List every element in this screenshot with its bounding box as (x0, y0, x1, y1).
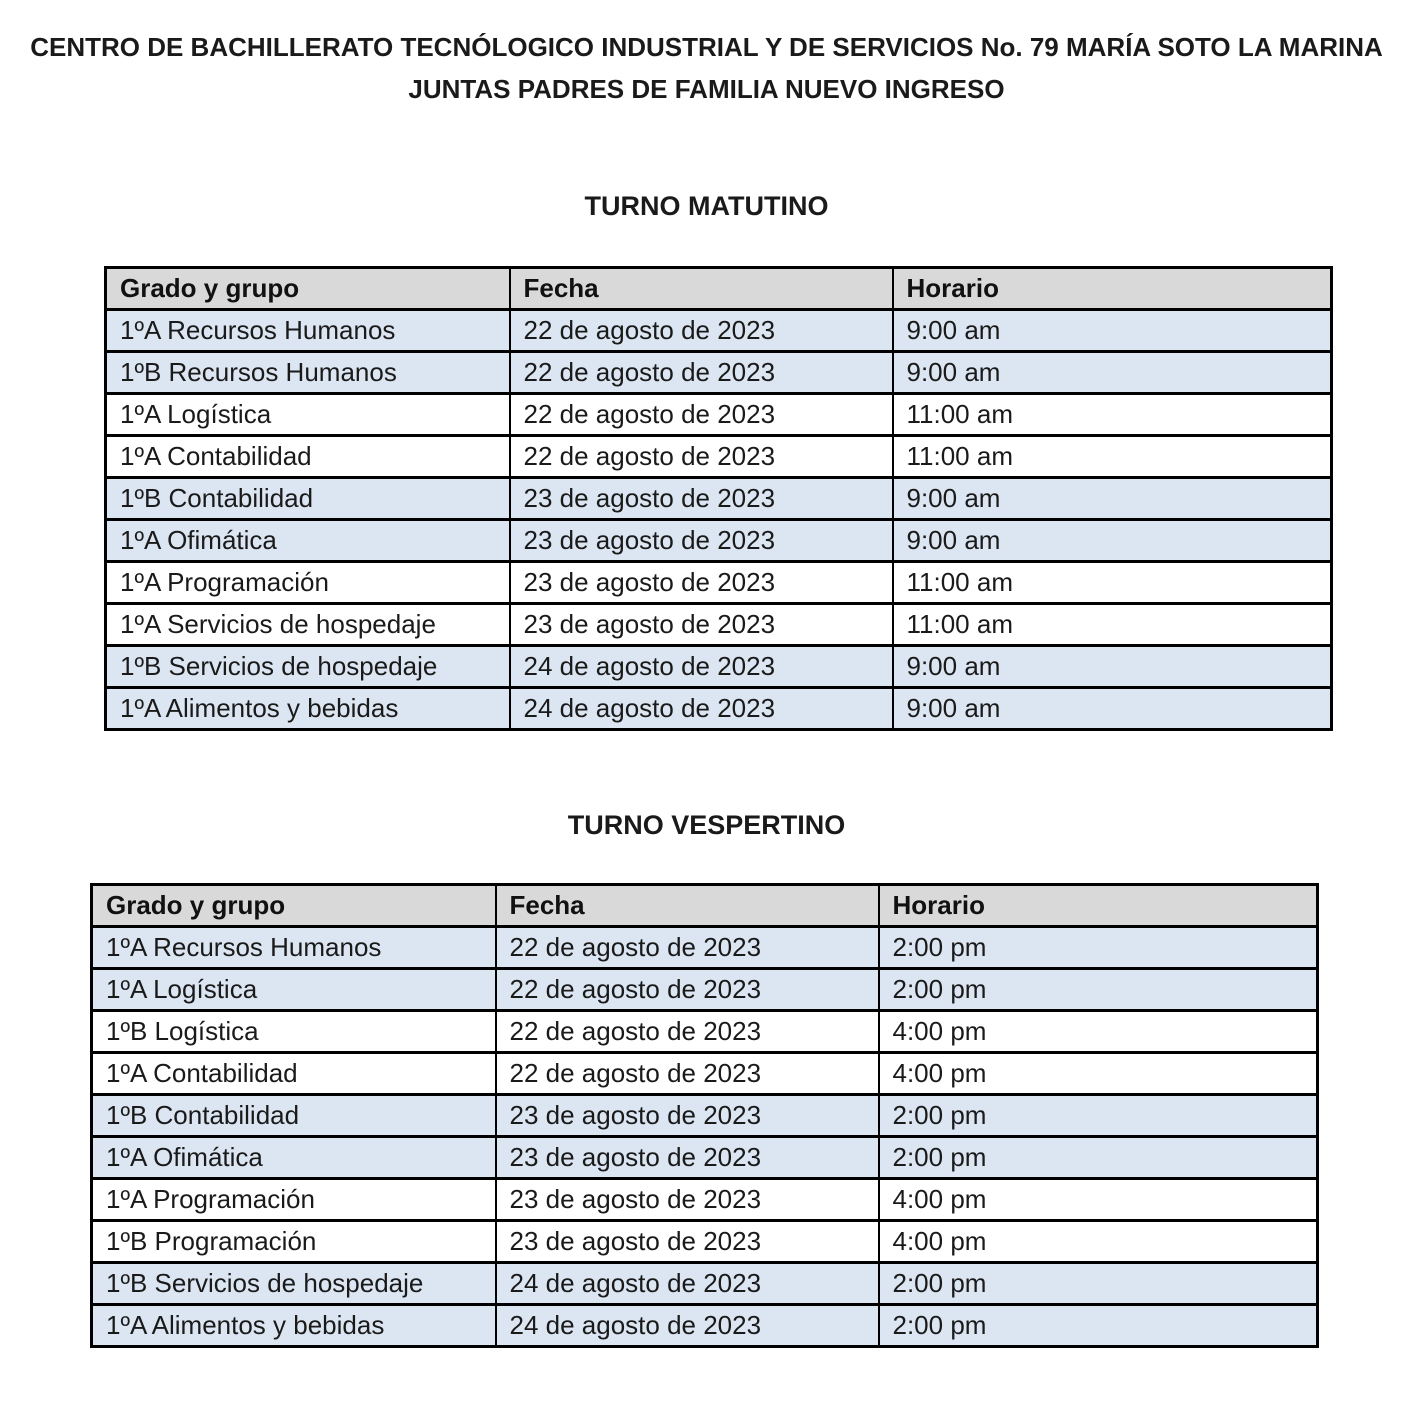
fecha-cell: 23 de agosto de 2023 (510, 562, 893, 604)
fecha-cell: 22 de agosto de 2023 (496, 1011, 879, 1053)
document-title-line1: CENTRO DE BACHILLERATO TECNÓLOGICO INDUSTRIAL Y DE SERVICIOS No. 79 MARÍA SOTO LA MARINA (30, 32, 1383, 62)
horario-cell: 2:00 pm (879, 1095, 1318, 1137)
table-header-row (106, 268, 1332, 310)
column-header-horario: Horario (893, 268, 1332, 310)
horario-cell: 2:00 pm (879, 969, 1318, 1011)
grado-grupo-cell: 1ºB Contabilidad (106, 478, 510, 520)
column-header-grado-y-grupo: Grado y grupo (92, 885, 496, 927)
fecha-cell: 23 de agosto de 2023 (510, 520, 893, 562)
fecha-cell: 23 de agosto de 2023 (496, 1221, 879, 1263)
table-row (92, 1179, 1318, 1221)
horario-cell: 9:00 am (893, 478, 1332, 520)
table-row (92, 1137, 1318, 1179)
grado-grupo-cell: 1ºA Programación (92, 1179, 496, 1221)
grado-grupo-cell: 1ºA Contabilidad (92, 1053, 496, 1095)
horario-cell: 2:00 pm (879, 1305, 1318, 1347)
grado-grupo-cell: 1ºB Servicios de hospedaje (106, 646, 510, 688)
fecha-cell: 24 de agosto de 2023 (510, 688, 893, 730)
column-header-fecha: Fecha (510, 268, 893, 310)
table-row (106, 310, 1332, 352)
section-heading-turno-matutino: TURNO MATUTINO (584, 191, 829, 221)
table-row (106, 352, 1332, 394)
fecha-cell: 22 de agosto de 2023 (510, 352, 893, 394)
fecha-cell: 23 de agosto de 2023 (510, 604, 893, 646)
fecha-cell: 23 de agosto de 2023 (496, 1179, 879, 1221)
grado-grupo-cell: 1ºB Programación (92, 1221, 496, 1263)
column-header-grado-y-grupo: Grado y grupo (106, 268, 510, 310)
horario-cell: 9:00 am (893, 646, 1332, 688)
schedule-table-matutino (104, 266, 1333, 731)
table-row (92, 1305, 1318, 1347)
grado-grupo-cell: 1ºB Logística (92, 1011, 496, 1053)
grado-grupo-cell: 1ºA Servicios de hospedaje (106, 604, 510, 646)
grado-grupo-cell: 1ºA Alimentos y bebidas (106, 688, 510, 730)
table-header-row (92, 885, 1318, 927)
grado-grupo-cell: 1ºA Recursos Humanos (106, 310, 510, 352)
fecha-cell: 24 de agosto de 2023 (496, 1263, 879, 1305)
fecha-cell: 24 de agosto de 2023 (496, 1305, 879, 1347)
grado-grupo-cell: 1ºB Recursos Humanos (106, 352, 510, 394)
table-row (92, 1221, 1318, 1263)
table-row (92, 1053, 1318, 1095)
table-row (106, 520, 1332, 562)
table-row (92, 1263, 1318, 1305)
horario-cell: 4:00 pm (879, 1011, 1318, 1053)
horario-cell: 4:00 pm (879, 1179, 1318, 1221)
horario-cell: 11:00 am (893, 604, 1332, 646)
fecha-cell: 22 de agosto de 2023 (510, 310, 893, 352)
fecha-cell: 22 de agosto de 2023 (496, 969, 879, 1011)
horario-cell: 2:00 pm (879, 1263, 1318, 1305)
section-heading-turno-vespertino: TURNO VESPERTINO (567, 810, 846, 840)
schedule-table-vespertino (90, 883, 1319, 1348)
fecha-cell: 23 de agosto de 2023 (510, 478, 893, 520)
fecha-cell: 22 de agosto de 2023 (510, 436, 893, 478)
table-row (92, 1011, 1318, 1053)
table-row (106, 604, 1332, 646)
table-row (106, 562, 1332, 604)
table-row (92, 969, 1318, 1011)
grado-grupo-cell: 1ºA Logística (106, 394, 510, 436)
grado-grupo-cell: 1ºA Logística (92, 969, 496, 1011)
horario-cell: 2:00 pm (879, 927, 1318, 969)
grado-grupo-cell: 1ºA Ofimática (92, 1137, 496, 1179)
grado-grupo-cell: 1ºA Ofimática (106, 520, 510, 562)
fecha-cell: 22 de agosto de 2023 (496, 927, 879, 969)
grado-grupo-cell: 1ºA Alimentos y bebidas (92, 1305, 496, 1347)
horario-cell: 9:00 am (893, 352, 1332, 394)
grado-grupo-cell: 1ºA Recursos Humanos (92, 927, 496, 969)
fecha-cell: 22 de agosto de 2023 (510, 394, 893, 436)
table-row (92, 1095, 1318, 1137)
document-header (0, 0, 1413, 110)
fecha-cell: 22 de agosto de 2023 (496, 1053, 879, 1095)
grado-grupo-cell: 1ºA Contabilidad (106, 436, 510, 478)
table-row (92, 927, 1318, 969)
fecha-cell: 23 de agosto de 2023 (496, 1137, 879, 1179)
horario-cell: 4:00 pm (879, 1221, 1318, 1263)
fecha-cell: 23 de agosto de 2023 (496, 1095, 879, 1137)
grado-grupo-cell: 1ºA Programación (106, 562, 510, 604)
horario-cell: 9:00 am (893, 520, 1332, 562)
horario-cell: 9:00 am (893, 310, 1332, 352)
horario-cell: 2:00 pm (879, 1137, 1318, 1179)
horario-cell: 11:00 am (893, 394, 1332, 436)
horario-cell: 11:00 am (893, 436, 1332, 478)
grado-grupo-cell: 1ºB Servicios de hospedaje (92, 1263, 496, 1305)
table-row (106, 688, 1332, 730)
table-row (106, 478, 1332, 520)
fecha-cell: 24 de agosto de 2023 (510, 646, 893, 688)
column-header-fecha: Fecha (496, 885, 879, 927)
grado-grupo-cell: 1ºB Contabilidad (92, 1095, 496, 1137)
document-title-line2: JUNTAS PADRES DE FAMILIA NUEVO INGRESO (408, 74, 1005, 104)
column-header-horario: Horario (879, 885, 1318, 927)
horario-cell: 11:00 am (893, 562, 1332, 604)
table-row (106, 394, 1332, 436)
horario-cell: 4:00 pm (879, 1053, 1318, 1095)
horario-cell: 9:00 am (893, 688, 1332, 730)
table-row (106, 436, 1332, 478)
table-row (106, 646, 1332, 688)
